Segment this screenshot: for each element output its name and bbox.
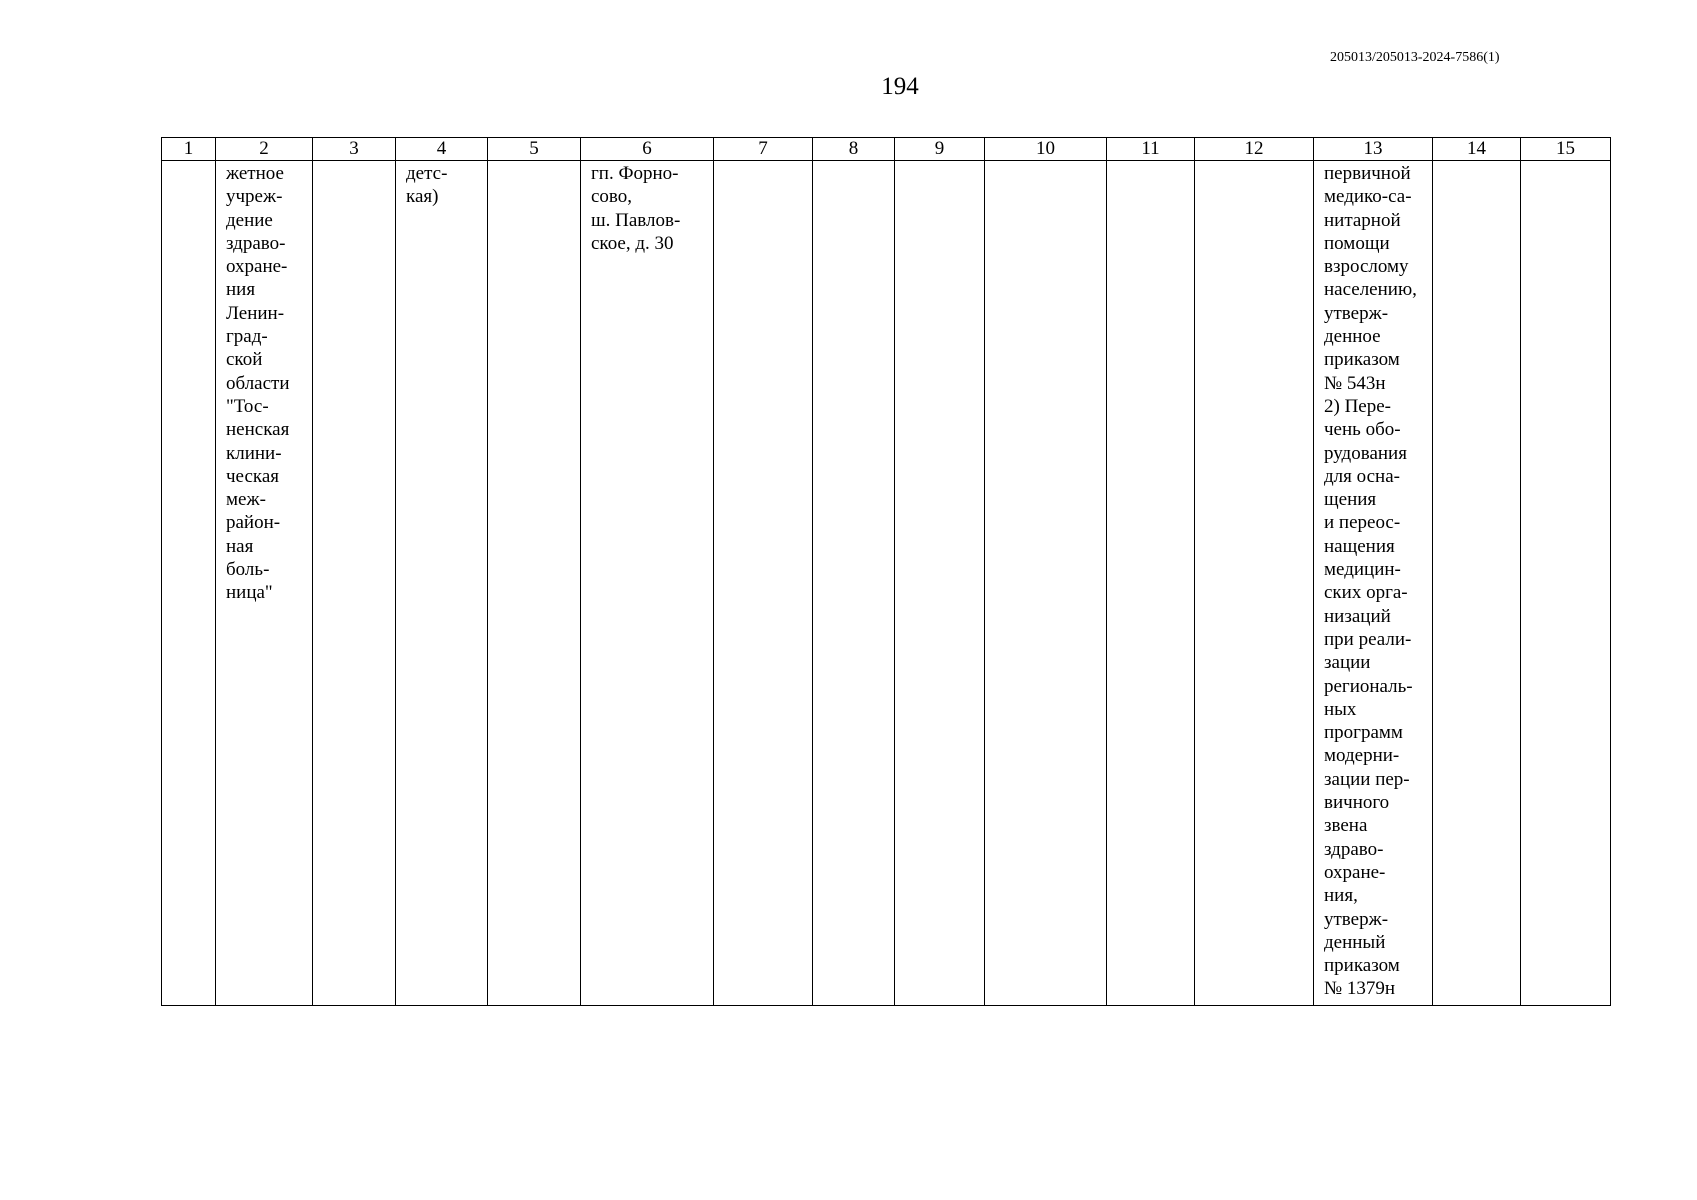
cell-text-line: первичной [1324,163,1411,184]
cell-text-line: и переос- [1324,512,1401,534]
institution-name-text [216,161,312,605]
cell-text-line: Ленин- [226,302,285,324]
cell-text-line: ница" [226,582,273,604]
cell-text-line: утверж- [1324,302,1389,324]
cell-text-line: населению, [1324,279,1417,301]
cell-text-line: нащения [1324,535,1395,557]
cell-text-line: ское, д. 30 [591,232,674,254]
cell-text-line: ная [226,535,254,557]
column-header-2: 2 [216,138,313,161]
cell-text-line: зации [1324,652,1371,674]
cell-text-line: медицин- [1324,559,1401,581]
column-number-header-row [162,138,1611,161]
address-text [581,161,713,255]
cell-text-line: ских орга- [1324,582,1408,604]
cell-text-line: боль- [226,559,270,581]
column-header-5: 5 [488,138,581,161]
column-header-15: 15 [1521,138,1611,161]
column-header-3: 3 [313,138,396,161]
cell-text-line: ния [226,279,256,301]
cell-text-line: жетное [226,163,284,184]
cell-text-line: денное [1324,326,1381,348]
cell-text-line: программ [1324,722,1403,744]
cell-text-line: дение [226,209,273,231]
cell-col-8 [813,161,895,1006]
cell-text-line: ш. Павлов- [591,209,681,231]
column-header-7: 7 [714,138,813,161]
column-header-8: 8 [813,138,895,161]
cell-text-line: ненская [226,419,290,441]
col-4-text [396,161,487,209]
column-header-12: 12 [1195,138,1314,161]
column-header-13: 13 [1314,138,1433,161]
cell-text-line: зации пер- [1324,768,1410,790]
cell-text-line: приказом [1324,955,1400,977]
cell-text-line: рудования [1324,442,1407,464]
cell-text-line: приказом [1324,349,1400,371]
cell-text-line: при реали- [1324,628,1412,650]
cell-text-line: звена [1324,815,1368,837]
column-header-10: 10 [985,138,1107,161]
cell-text-line: чень обо- [1324,419,1401,441]
cell-col-3 [313,161,396,1006]
table-row [162,161,1611,1006]
cell-text-line: утверж- [1324,908,1389,930]
column-header-4: 4 [396,138,488,161]
document-registration-number: 205013/205013-2024-7586(1) [1330,50,1500,65]
cell-col-11 [1107,161,1195,1006]
cell-text-line: денный [1324,931,1386,953]
cell-text-line: сово, [591,186,633,208]
cell-text-line: ской [226,349,263,371]
cell-text-line: ния, [1324,885,1358,907]
cell-text-line: кая) [406,186,439,208]
cell-text-line: щения [1324,489,1377,511]
cell-text-line: области [226,372,290,394]
column-header-14: 14 [1433,138,1521,161]
column-header-9: 9 [895,138,985,161]
column-header-11: 11 [1107,138,1195,161]
cell-address [581,161,714,1006]
cell-col-7 [714,161,813,1006]
data-table [161,137,1611,1006]
cell-text-line: клини- [226,442,282,464]
cell-col-12 [1195,161,1314,1006]
cell-text-line: охране- [226,256,288,278]
cell-text-line: 2) Пере- [1324,395,1391,417]
cell-col-14 [1433,161,1521,1006]
cell-text-line: модерни- [1324,745,1400,767]
cell-text-line: помощи [1324,232,1390,254]
cell-text-line: взрослому [1324,256,1409,278]
cell-col-9 [895,161,985,1006]
cell-text-line: район- [226,512,281,534]
cell-text-line: учреж- [226,186,283,208]
cell-text-line: № 543н [1324,372,1386,394]
cell-regulations [1314,161,1433,1006]
cell-text-line: ческая [226,465,280,487]
column-header-6: 6 [581,138,714,161]
cell-col-1 [162,161,216,1006]
cell-text-line: здраво- [1324,838,1384,860]
cell-text-line: здраво- [226,232,286,254]
cell-text-line: нитарной [1324,209,1401,231]
cell-text-line: региональ- [1324,675,1413,697]
cell-text-line: град- [226,326,268,348]
regulations-text [1314,161,1432,1001]
column-header-1: 1 [162,138,216,161]
cell-text-line: № 1379н [1324,978,1396,1000]
cell-institution-name [216,161,313,1006]
cell-text-line: вичного [1324,792,1390,814]
cell-text-line: "Тос- [226,395,269,417]
cell-text-line: меж- [226,489,266,511]
cell-text-line: для осна- [1324,465,1400,487]
cell-text-line: гп. Форно- [591,163,679,184]
cell-text-line: детс- [406,163,448,184]
cell-col-5 [488,161,581,1006]
cell-text-line: охране- [1324,861,1386,883]
cell-text-line: ных [1324,698,1357,720]
cell-text-line: низаций [1324,605,1391,627]
page-number: 194 [881,73,919,100]
cell-col-10 [985,161,1107,1006]
cell-col-15 [1521,161,1611,1006]
cell-col-4 [396,161,488,1006]
cell-text-line: медико-са- [1324,186,1412,208]
